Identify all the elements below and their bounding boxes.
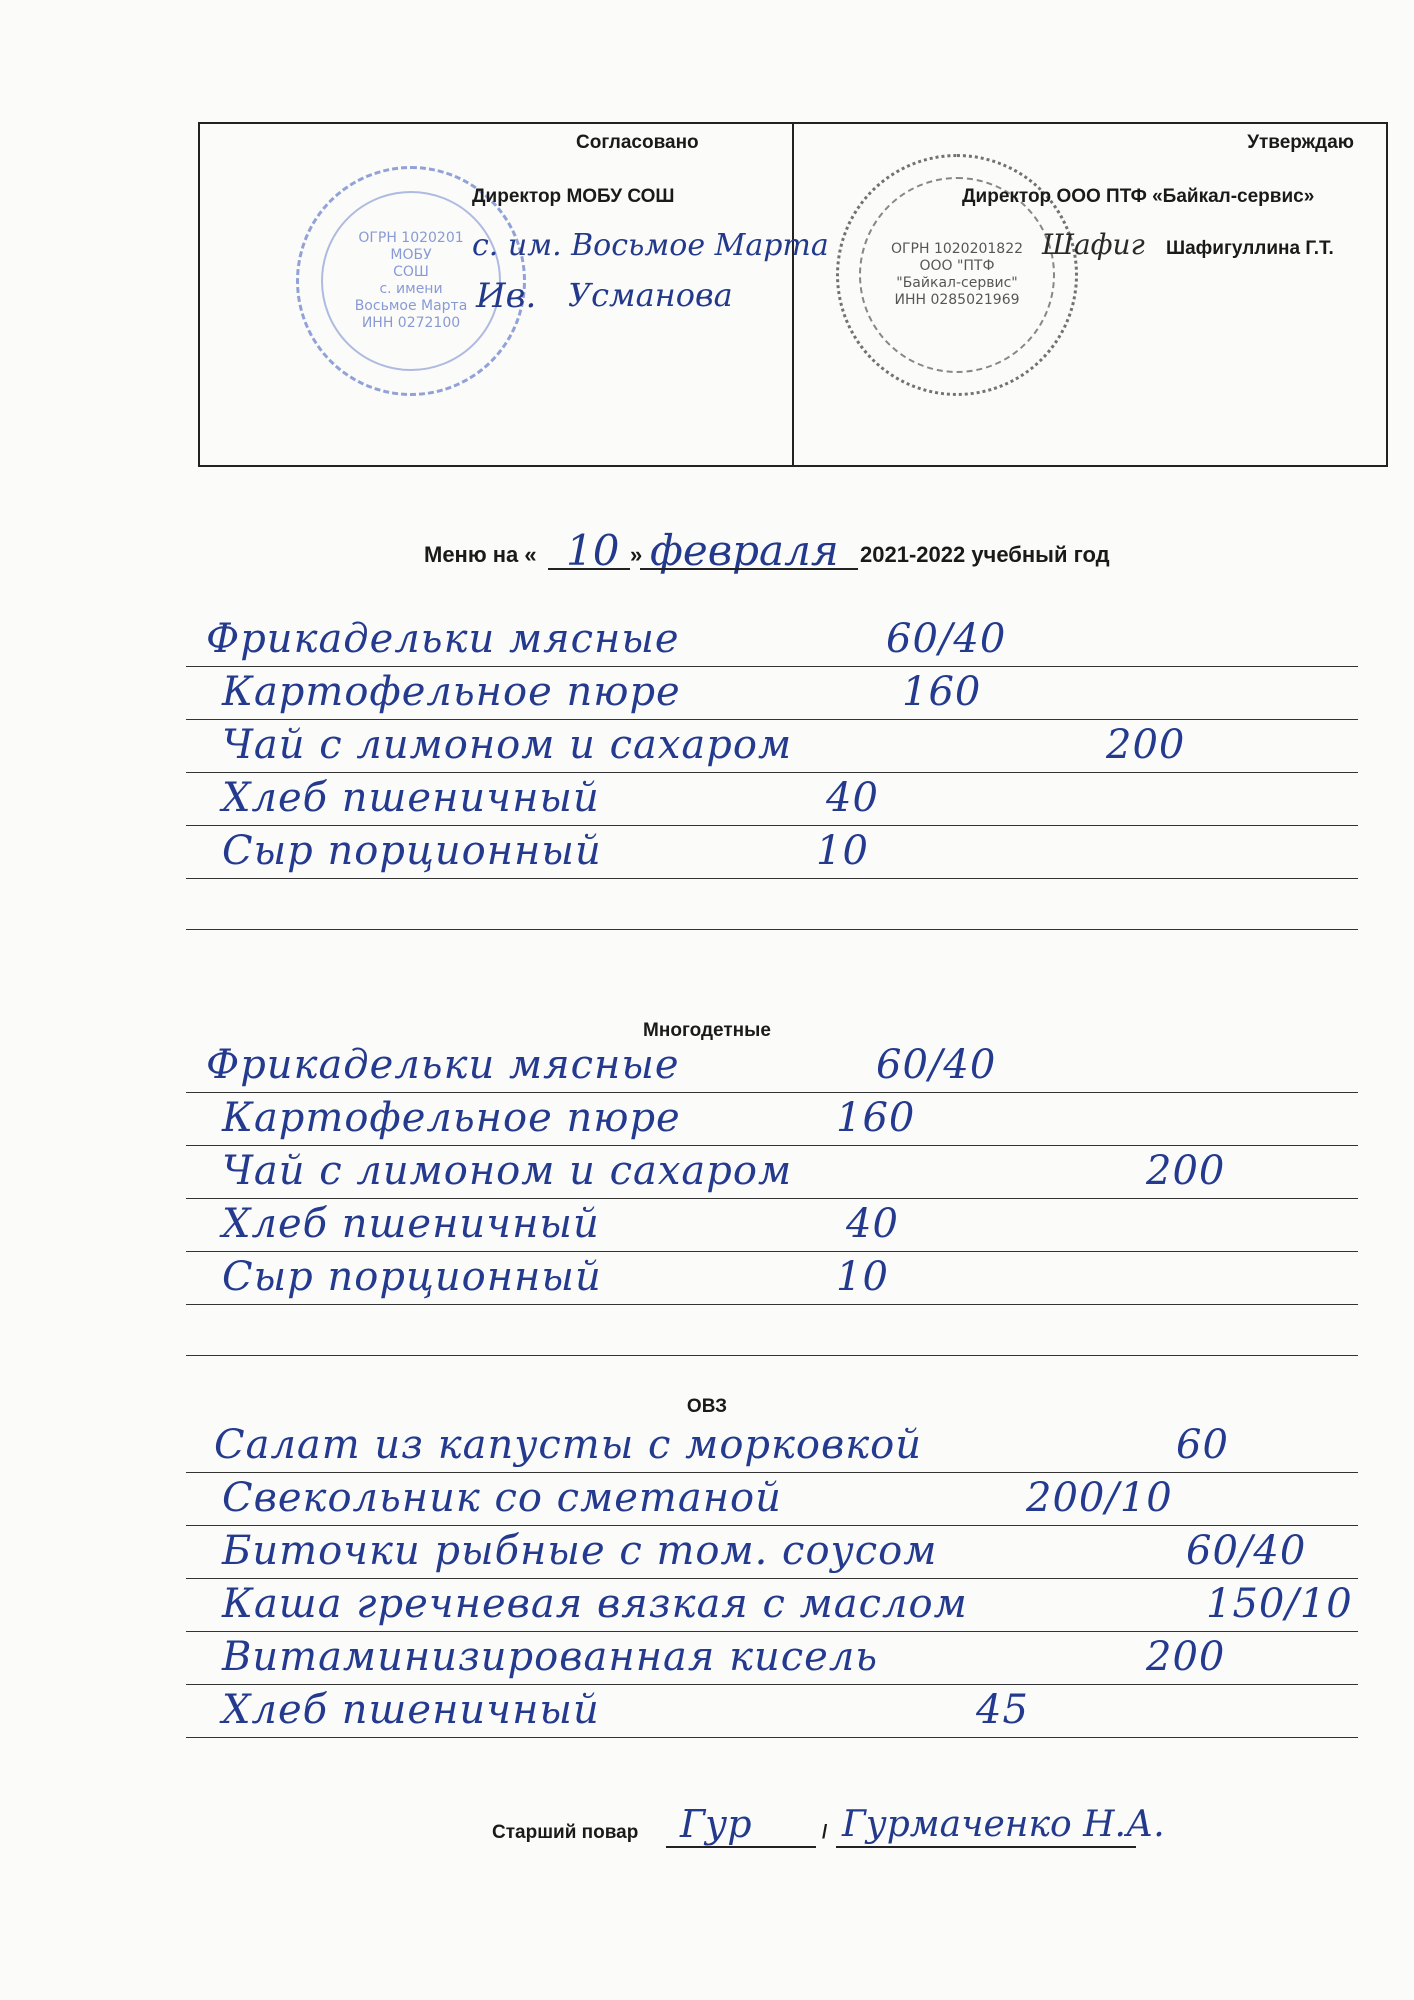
- footer-name-line: [836, 1846, 1136, 1848]
- stamp-line: СОШ: [393, 264, 429, 280]
- title-quote-close: »: [630, 542, 643, 567]
- menu-dish: Картофельное пюре: [222, 669, 681, 715]
- stamp-line: "Байкал-сервис": [896, 275, 1018, 291]
- menu-dish: Фрикадельки мясные: [206, 616, 680, 662]
- menu-row: [186, 614, 1358, 667]
- footer-signature-handwritten: Гур: [680, 1802, 752, 1846]
- menu-amount: 60: [1176, 1422, 1229, 1468]
- stamp-line: ИНН 0272100: [361, 315, 461, 331]
- menu-row: [186, 1473, 1358, 1526]
- stamp-line: ОГРН 1020201822: [890, 241, 1024, 257]
- stamp-line: ООО "ПТФ: [919, 258, 995, 274]
- menu-dish: Биточки рыбные с том. соусом: [222, 1528, 938, 1574]
- footer-separator: /: [822, 1822, 828, 1843]
- menu-dish: Чай с лимоном и сахаром: [222, 722, 793, 768]
- menu-row: [186, 1040, 1358, 1093]
- menu-amount: 160: [836, 1095, 916, 1141]
- menu-row: [186, 1632, 1358, 1685]
- menu-amount: 60/40: [876, 1042, 997, 1088]
- menu-amount: 10: [836, 1254, 889, 1300]
- menu-amount: 150/10: [1206, 1581, 1353, 1627]
- stamp-line: МОБУ: [390, 247, 432, 263]
- approval-left-position: Директор МОБУ СОШ: [472, 186, 675, 207]
- menu-row: [186, 1252, 1358, 1305]
- menu-amount: 160: [902, 669, 982, 715]
- menu-dish: Хлеб пшеничный: [222, 775, 600, 821]
- menu-amount: 40: [826, 775, 879, 821]
- menu-amount: 40: [846, 1201, 899, 1247]
- menu-amount: 200/10: [1026, 1475, 1173, 1521]
- menu-amount: 200: [1146, 1148, 1226, 1194]
- menu-row: [186, 1093, 1358, 1146]
- approval-right-cell: [794, 124, 1386, 465]
- menu-amount: 200: [1146, 1634, 1226, 1680]
- stamp-line: ИНН 0285021969: [894, 292, 1020, 308]
- title-day: 10: [566, 526, 620, 575]
- menu-dish: Хлеб пшеничный: [222, 1687, 600, 1733]
- section-title-ovz: ОВЗ: [686, 1396, 728, 1417]
- title-suffix: 2021-2022 учебный год: [860, 542, 1110, 567]
- menu-row: [186, 667, 1358, 720]
- menu-row: [186, 1420, 1358, 1473]
- menu-dish: Каша гречневая вязкая с маслом: [222, 1581, 968, 1627]
- menu-row: [186, 720, 1358, 773]
- approval-left-signature: Ив.: [476, 276, 537, 316]
- menu-title: [0, 528, 1414, 588]
- menu-dish: Картофельное пюре: [222, 1095, 681, 1141]
- approval-right-position: Директор ООО ПТФ «Байкал-сервис»: [962, 186, 1315, 207]
- menu-row: [186, 1199, 1358, 1252]
- menu-amount: 60/40: [1186, 1528, 1307, 1574]
- title-month: февраля: [650, 526, 839, 575]
- approval-left-school-handwritten: с. им. Восьмое Марта: [472, 228, 829, 263]
- approval-right-heading: Утверждаю: [1247, 132, 1354, 153]
- menu-dish: Чай с лимоном и сахаром: [222, 1148, 793, 1194]
- stamp-line: Восьмое Марта: [354, 298, 468, 314]
- menu-amount: 60/40: [886, 616, 1007, 662]
- menu-dish: Свекольник со сметаной: [222, 1475, 782, 1521]
- menu-list-ovz: [186, 1420, 1358, 1738]
- footer-signature: [0, 1800, 1414, 1870]
- menu-dish: Сыр порционный: [222, 828, 602, 874]
- approval-left-cell: [200, 124, 829, 465]
- menu-row-blank: [186, 879, 1358, 930]
- menu-dish: Сыр порционный: [222, 1254, 602, 1300]
- title-day-underline: [548, 568, 630, 570]
- menu-dish: Салат из капусты с морковкой: [214, 1422, 922, 1468]
- menu-list-main: [186, 614, 1358, 930]
- stamp-line: ОГРН 1020201: [358, 230, 464, 246]
- title-prefix: Меню на «: [424, 542, 537, 567]
- menu-dish: Витаминизированная кисель: [222, 1634, 879, 1680]
- menu-dish: Фрикадельки мясные: [206, 1042, 680, 1088]
- menu-row: [186, 1526, 1358, 1579]
- section-title-large-families: Многодетные: [643, 1020, 771, 1041]
- approval-left-heading: Согласовано: [576, 132, 699, 153]
- menu-row: [186, 1579, 1358, 1632]
- menu-row: [186, 826, 1358, 879]
- title-month-underline: [640, 568, 858, 570]
- footer-name-handwritten: Гурмаченко Н.А.: [842, 1804, 1165, 1845]
- approval-table: [198, 122, 1388, 467]
- approval-left-name-handwritten: Усманова: [568, 276, 733, 314]
- menu-row: [186, 1685, 1358, 1738]
- menu-row: [186, 773, 1358, 826]
- approval-right-name: Шафигуллина Г.Т.: [1166, 238, 1334, 259]
- menu-row-blank: [186, 1305, 1358, 1356]
- menu-amount: 45: [976, 1687, 1029, 1733]
- approval-right-signature: Шафиг: [1042, 228, 1145, 261]
- menu-row: [186, 1146, 1358, 1199]
- menu-list-large-families: [186, 1040, 1358, 1356]
- footer-signature-line: [666, 1846, 816, 1848]
- menu-amount: 200: [1106, 722, 1186, 768]
- footer-label: Старший повар: [492, 1822, 639, 1843]
- stamp-line: с. имени: [379, 281, 443, 297]
- menu-amount: 10: [816, 828, 869, 874]
- menu-dish: Хлеб пшеничный: [222, 1201, 600, 1247]
